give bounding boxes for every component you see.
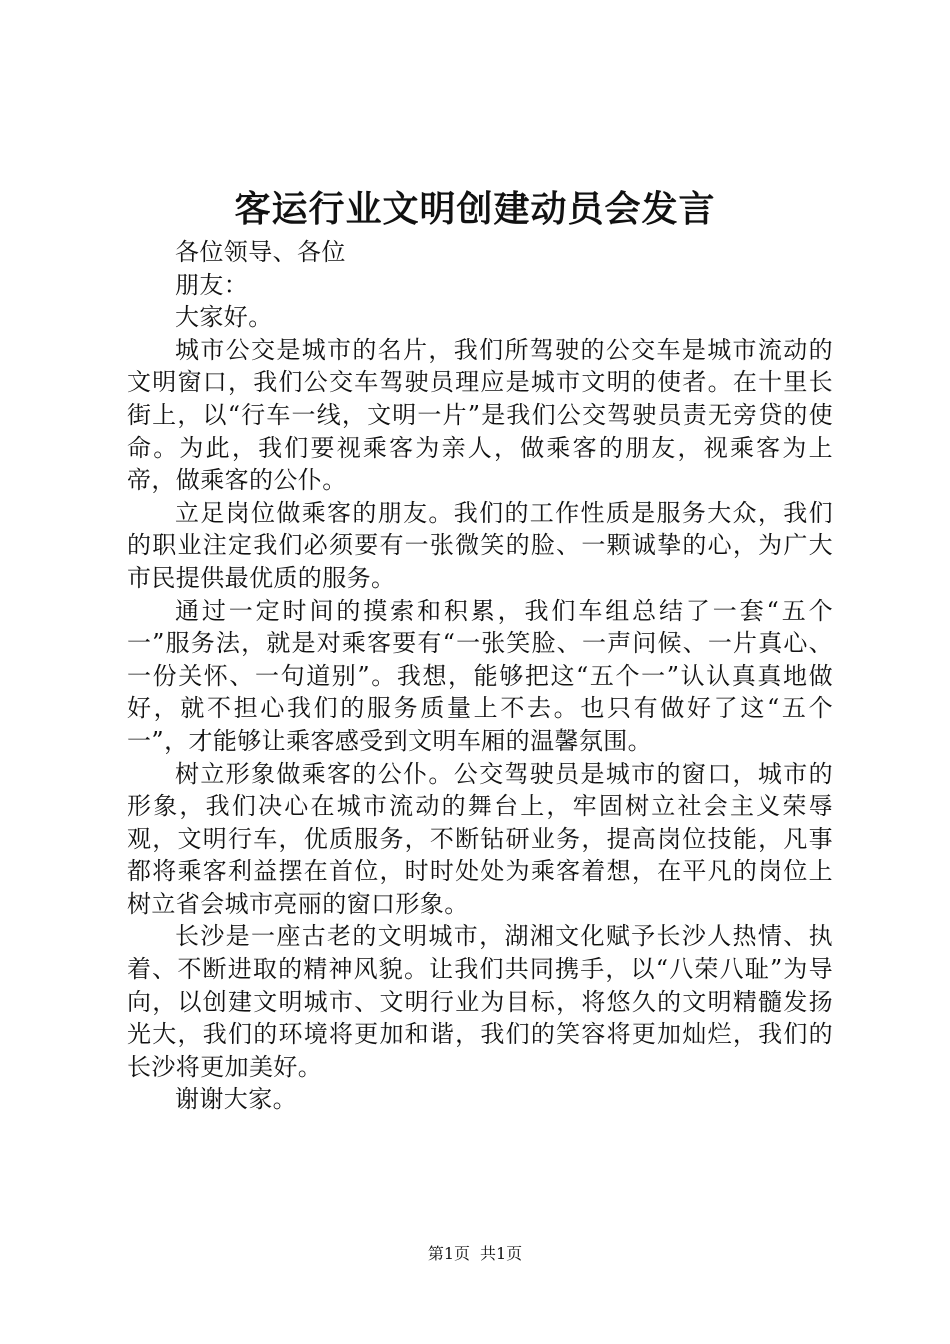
paragraph-greeting: 大家好。 <box>175 303 273 332</box>
paragraph-intro: 城市公交是城市的名片，我们所驾驶的公交车是城市流动的文明窗口，我们公交车驾驶员理应是城市文明的使者。在十里长街上，以“行车一线，文明一片”是我们公交驾驶员责无旁贷的使命。为此，我们要视乘客为亲人，做乘客的朋友，视乘客为上帝，做乘客的公仆。 <box>127 335 833 495</box>
paragraph-servant: 树立形象做乘客的公仆。公交驾驶员是城市的窗口，城市的形象，我们决心在城市流动的舞台上，牢固树立社会主义荣辱观，文明行车，优质服务，不断钻研业务，提高岗位技能，凡事都将乘客利益摆在首位，时时处处为乘客着想，在平凡的岗位上树立省会城市亮丽的窗口形象。 <box>127 759 833 918</box>
page-footer <box>0 1242 950 1266</box>
document-title: 客运行业文明创建动员会发言 <box>234 188 716 230</box>
page-number-current: 第1页 <box>427 1244 470 1263</box>
paragraph-salutation-1: 各位领导、各位 <box>175 238 346 266</box>
document-body <box>127 236 833 1116</box>
paragraph-friend: 立足岗位做乘客的朋友。我们的工作性质是服务大众，我们的职业注定我们必须要有一张微笑的脸、一颗诚挚的心，为广大市民提供最优质的服务。 <box>127 498 833 592</box>
page-number-total: 共1页 <box>480 1244 523 1263</box>
paragraph-thanks: 谢谢大家。 <box>175 1085 297 1114</box>
paragraph-changsha: 长沙是一座古老的文明城市，湖湘文化赋予长沙人热情、执着、不断进取的精神风貌。让我们共同携手，以“八荣八耻”为导向，以创建文明城市、文明行业为目标，将悠久的文明精髓发扬光大，我们的环境将更加和谐，我们的笑容将更加灿烂，我们的长沙将更加美好。 <box>127 922 833 1081</box>
paragraph-five-ones: 通过一定时间的摸索和积累，我们车组总结了一套“五个一”服务法，就是对乘客要有“一张笑脸、一声问候、一片真心、一份关怀、一句道别”。我想，能够把这“五个一”认认真真地做好，就不担心我们的服务质量上不去。也只有做好了这“五个一”，才能够让乘客感受到文明车厢的温馨氛围。 <box>127 596 833 755</box>
paragraph-salutation-2: 朋友： <box>175 270 249 299</box>
